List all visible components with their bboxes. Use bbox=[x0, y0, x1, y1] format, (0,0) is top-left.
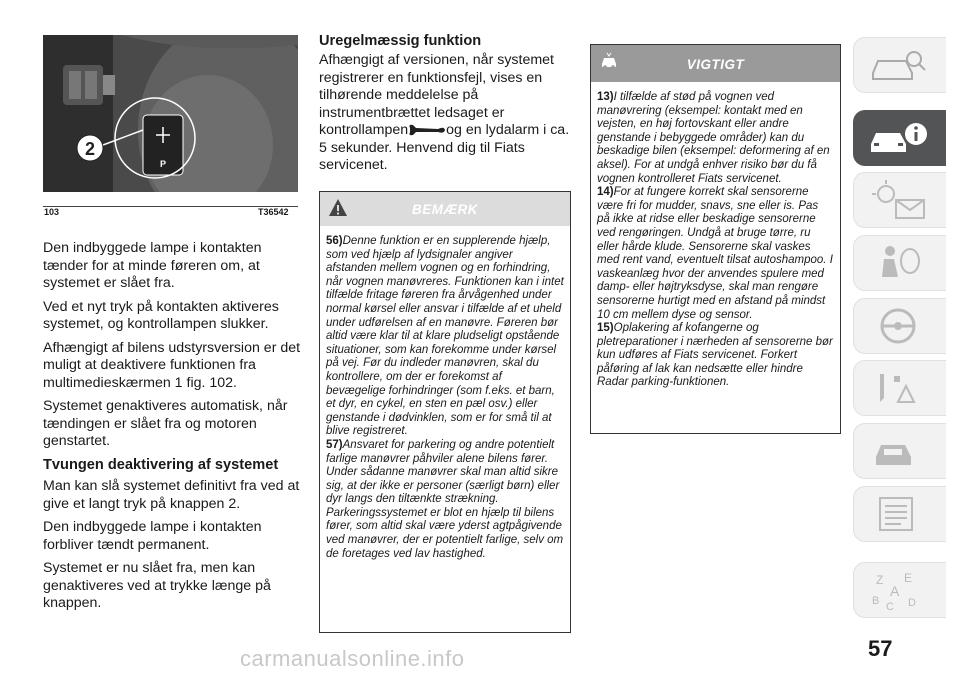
tab-driving[interactable] bbox=[853, 298, 946, 354]
important-box-title: VIGTIGT bbox=[686, 57, 745, 72]
tab-car-search[interactable] bbox=[853, 37, 946, 93]
important-box-body bbox=[591, 82, 840, 390]
steering-wheel-icon bbox=[868, 306, 928, 346]
technical-data-icon bbox=[868, 494, 928, 534]
note-box-body bbox=[320, 226, 570, 561]
note-box-header bbox=[320, 192, 570, 226]
section-heading: Uregelmæssig funktion bbox=[319, 33, 482, 49]
figure-code: T36542 bbox=[258, 207, 289, 217]
malfunction-paragraph bbox=[319, 52, 571, 175]
paragraph: Ved et nyt tryk på kontakten aktiveres systemet, og kontrollampen slukker. bbox=[43, 298, 279, 332]
tab-warning-lights[interactable] bbox=[853, 172, 946, 228]
note-text: Oplakering af kofangerne og pletreparationer i nærheden af sensorerne bør kun udføres af Fiats servicenet. Forkert påføring af lak kan nedsætte eller hindre Radar parking-funktionen. bbox=[597, 322, 833, 389]
tab-car-info[interactable] bbox=[853, 110, 946, 166]
left-column bbox=[43, 240, 305, 619]
paragraph: Man kan slå systemet definitivt fra ved at give et langt tryk på knappen 2. bbox=[43, 478, 300, 512]
svg-text:E: E bbox=[904, 571, 913, 585]
svg-text:C: C bbox=[886, 601, 894, 610]
note-text: Ansvaret for parkering og andre potentielt farlige manøvrer påhviler alene bilens fører. Under sådanne manøvrer skal man altid sikre sig, at der ikke er personer (særligt børn) eller dyr langs den tiltænkte strækning. Parkeringssystemet er blot en hjælp til bilens fører, som altid skal være yderst agtpågivende ved manøvrer, der er potentielt farlige, selv om de foretages ved lav hastighed. bbox=[326, 438, 564, 560]
paragraph: Systemet genaktiveres automatisk, når tændingen er slået fra og motoren genstartet. bbox=[43, 398, 288, 449]
tab-emergency[interactable] bbox=[853, 360, 946, 416]
tab-service[interactable] bbox=[853, 423, 946, 479]
paragraph: Afhængigt af bilens udstyrsversion er det muligt at deaktivere funktionen fra multimedieskærmen 1 fig. 102. bbox=[43, 339, 301, 391]
alphabetical-index-icon bbox=[868, 570, 928, 610]
page-number: 57 bbox=[868, 636, 893, 661]
note-number: 13) bbox=[597, 91, 614, 103]
note-number: 15) bbox=[597, 322, 614, 335]
note-box-title: BEMÆRK bbox=[412, 202, 478, 217]
car-service-icon bbox=[868, 431, 928, 471]
figure-number: 103 bbox=[44, 207, 60, 217]
important-box-header bbox=[591, 45, 840, 82]
dashboard-photo bbox=[43, 35, 298, 192]
section-heading: Tvungen deaktivering af systemet bbox=[43, 456, 279, 473]
airbag-seat-icon bbox=[868, 243, 928, 283]
watermark: carmanualsonline.info bbox=[240, 646, 465, 671]
paragraph-text: Afhængigt af versionen, når systemet registrerer en funktionsfejl, vises en tilhørende meddelelse på instrumentbrættet ledsaget er kontrollampen bbox=[319, 52, 555, 138]
car-search-icon bbox=[868, 45, 928, 85]
car-info-icon bbox=[868, 118, 928, 158]
paragraph: Den indbyggede lampe i kontakten forbliver tændt permanent. bbox=[43, 519, 262, 553]
tab-technical-data[interactable] bbox=[853, 486, 946, 542]
note-text: I tilfælde af stød på vognen ved manøvrering (eksempel: kontakt med en vejsten, en høj fortovskant eller andre genstande i bebyggede områder) kan du beskadige bilen (eksempel: deformering af en aksel). For at undgå enhver risiko bør du få vognen kontrolleret Fiats servicenet. bbox=[597, 91, 830, 185]
note-number: 56) bbox=[326, 235, 343, 247]
note-number: 57) bbox=[326, 438, 343, 451]
note-number: 14) bbox=[597, 186, 614, 199]
note-box bbox=[319, 191, 571, 633]
paragraph-text: og en lydalarm i ca. 5 sekunder. Henvend dig til Fiats servicenet. bbox=[319, 122, 570, 173]
important-box bbox=[590, 44, 841, 434]
note-text: Denne funktion er en supplerende hjælp, som ved hjælp af lydsignaler angiver afstanden mellem vognen og en forhindring, når vognen manøvreres. Funktionen kan i intet tilfælde fritage føreren fra årvågenhed under normal kørsel eller ansvar i tilfælde af et uheld under udførelsen af en manøvre. Føreren bør altid være klar til at klare pludseligt opstående situationer, som kan forekomme under kørsel på vej. Før du indleder manøvren, skal du kontrollere, om der er forekomst af bevægelige forhindringer (som f.eks. et barn, et dyr, en cykel, en sten en pæl osv.) eller genstande i dødvinklen, som er for små til at blive registreret. bbox=[326, 235, 564, 438]
figure-callout: 2 bbox=[84, 139, 96, 159]
tab-index[interactable] bbox=[853, 562, 946, 618]
paragraph: Den indbyggede lampe i kontakten tænder for at minde føreren om, at systemet er slået fra. bbox=[43, 240, 262, 291]
svg-text:D: D bbox=[908, 597, 916, 609]
warning-lights-icon bbox=[868, 180, 928, 220]
parking-button-label: P bbox=[159, 159, 167, 169]
tab-safety[interactable] bbox=[853, 235, 946, 291]
wrench-icon bbox=[408, 124, 446, 136]
svg-text:B: B bbox=[872, 595, 880, 607]
svg-text:A: A bbox=[890, 583, 900, 599]
note-text: For at fungere korrekt skal sensorerne være fri for mudder, snavs, sne eller is. Pas på ikke at ridse eller beskadige sensorerne ved rengøringen. Undgå at bruge tørre, ru eller hårde klude. Sensorerne skal vaskes med rent vand, eventuelt tilsat autoshampoo. I vaskeanlæg hvor der anvendes spulere med damp- eller højtryksdyse, skal man rengøre sensorerne hurtigt med en afstand på mindst 10 cm mellem dyse og sensor. bbox=[597, 186, 833, 321]
svg-text:Z: Z bbox=[876, 573, 884, 587]
paragraph: Systemet er nu slået fra, men kan genaktiveres ved at trykke længe på knappen. bbox=[43, 560, 271, 611]
emergency-icon bbox=[868, 368, 928, 408]
